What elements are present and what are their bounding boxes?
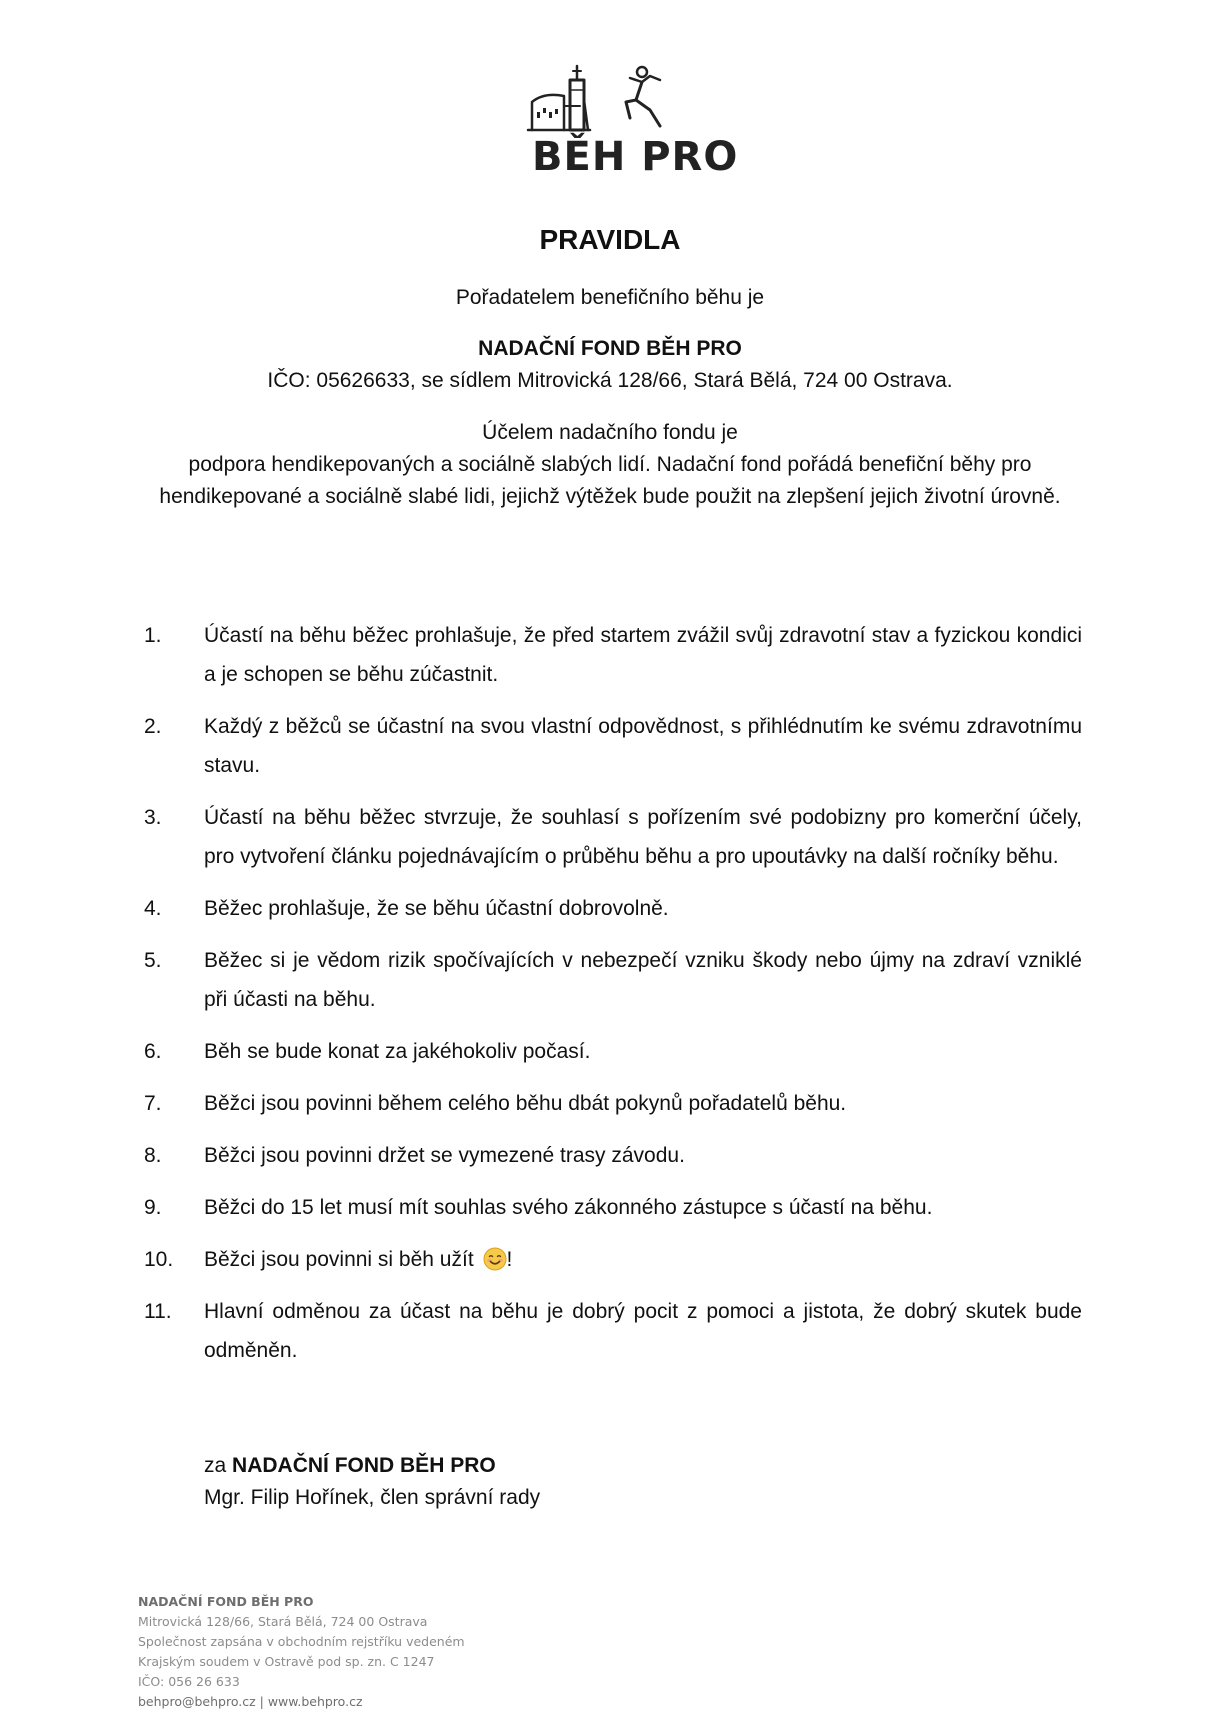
- purpose-text: podpora hendikepovaných a sociálně slabých lidí. Nadační fond pořádá benefiční běhy pro hendikepované a sociálně slabé lidi, jejichž výtěžek bude použit na zlepšení jejich životní úrovně.: [159, 453, 1061, 508]
- rule-text: Běžec prohlašuje, že se běhu účastní dobrovolně.: [204, 897, 669, 920]
- rule-item: [144, 1240, 1084, 1279]
- rule-number: 8.: [144, 1144, 162, 1167]
- signature-person: Mgr. Filip Hořínek, člen správní rady: [204, 1486, 541, 1509]
- rule-text: Běžci jsou povinni si běh užít: [204, 1248, 474, 1271]
- footer-ico: IČO: 056 26 633: [138, 1674, 240, 1689]
- organizer-intro: Pořadatelem benefičního běhu je: [455, 286, 765, 309]
- rule-text: Běžci jsou povinni během celého běhu dbát pokynů pořadatelů běhu.: [204, 1092, 847, 1115]
- rule-item: [144, 1084, 1084, 1123]
- rules-list: [144, 616, 1084, 1383]
- smiling-face-emoji-icon: [483, 1247, 507, 1271]
- footer-org-name: NADAČNÍ FOND BĚH PRO: [138, 1594, 314, 1609]
- signature-org-line: [204, 1450, 496, 1482]
- signature-org: NADAČNÍ FOND BĚH PRO: [232, 1454, 496, 1477]
- rule-number: 3.: [144, 806, 162, 829]
- signature-prefix: za: [204, 1454, 227, 1477]
- beh-pro-logo: [526, 60, 739, 180]
- footer-registry-2: Krajským soudem v Ostravě pod sp. zn. C 1247: [138, 1654, 435, 1669]
- footer-address: Mitrovická 128/66, Stará Bělá, 724 00 Ostrava: [138, 1614, 428, 1629]
- logo-wordmark: BĚH PRO: [532, 134, 739, 180]
- rule-suffix: !: [506, 1248, 513, 1271]
- rule-number: 10.: [144, 1248, 174, 1271]
- document-title: PRAVIDLA: [539, 224, 681, 255]
- rule-number: 1.: [144, 624, 162, 647]
- rule-text: Běžci jsou povinni držet se vymezené trasy závodu.: [204, 1144, 685, 1167]
- footer-contact: behpro@behpro.cz | www.behpro.cz: [138, 1694, 363, 1709]
- rule-item: [144, 1188, 1084, 1227]
- rule-item: [144, 798, 1084, 876]
- rule-text-with-emoji: [204, 1240, 1082, 1279]
- rule-number: 11.: [144, 1300, 172, 1323]
- rule-item: [144, 1032, 1084, 1071]
- rule-number: 9.: [144, 1196, 162, 1219]
- rule-item: [144, 616, 1084, 694]
- rule-text: Každý z běžců se účastní na svou vlastní odpovědnost, s přihlédnutím ke svému zdravotnímu stavu.: [204, 715, 1082, 777]
- rule-number: 2.: [144, 715, 162, 738]
- rule-text: Běh se bude konat za jakéhokoliv počasí.: [204, 1040, 591, 1063]
- rule-text: Běžec si je vědom rizik spočívajících v nebezpečí vzniku škody nebo újmy na zdraví vzniklé při účasti na běhu.: [204, 949, 1082, 1011]
- organizer-address: IČO: 05626633, se sídlem Mitrovická 128/66, Stará Bělá, 724 00 Ostrava.: [267, 369, 953, 392]
- rule-text: Běžci do 15 let musí mít souhlas svého zákonného zástupce s účastí na běhu.: [204, 1196, 933, 1219]
- footer-registry-1: Společnost zapsána v obchodním rejstříku vedeném: [138, 1634, 465, 1649]
- rule-item: [144, 941, 1084, 1019]
- organizer-name: NADAČNÍ FOND BĚH PRO: [478, 337, 742, 360]
- rule-item: [144, 889, 1084, 928]
- church-and-runner-icon: [526, 60, 706, 140]
- rule-number: 7.: [144, 1092, 162, 1115]
- rule-item: [144, 707, 1084, 785]
- rule-number: 6.: [144, 1040, 162, 1063]
- rule-text: Hlavní odměnou za účast na běhu je dobrý pocit z pomoci a jistota, že dobrý skutek bude odměněn.: [204, 1300, 1082, 1362]
- rule-item: [144, 1292, 1084, 1370]
- rule-number: 4.: [144, 897, 162, 920]
- rule-number: 5.: [144, 949, 162, 972]
- rule-text: Účastí na běhu běžec stvrzuje, že souhlasí s pořízením své podobizny pro komerční účely, pro vytvoření článku pojednávajícím o průběhu běhu a pro upoutávky na další ročníky běhu.: [204, 806, 1082, 868]
- rule-item: [144, 1136, 1084, 1175]
- purpose-heading: Účelem nadačního fondu je: [482, 421, 738, 444]
- rule-text: Účastí na běhu běžec prohlašuje, že před startem zvážil svůj zdravotní stav a fyzickou kondici a je schopen se běhu zúčastnit.: [204, 624, 1082, 686]
- letterhead-footer: [138, 1592, 558, 1712]
